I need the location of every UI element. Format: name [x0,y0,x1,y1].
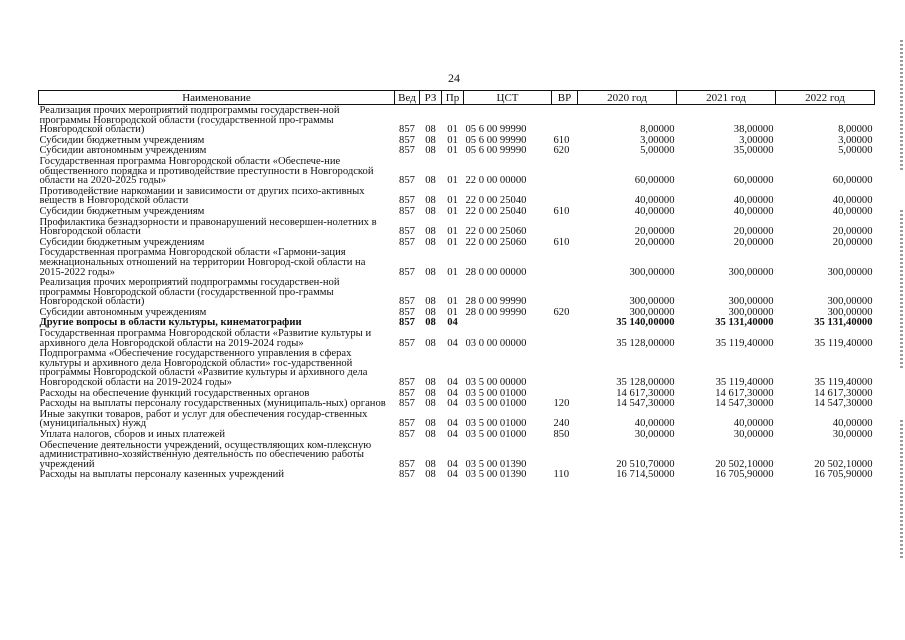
cell-2020: 300,00000 [629,306,675,318]
table-row [39,217,875,237]
cell-pr: 01 [447,134,458,146]
cell-ved: 857 [399,337,415,349]
cell-2021: 35,00000 [733,145,774,157]
table-row [39,156,875,186]
cell-vr: 110 [553,469,569,481]
cell-2021: 16 705,90000 [715,469,774,481]
header-ved: Вед [395,91,420,105]
cell-pr: 01 [447,124,458,136]
cell-rz: 08 [425,226,436,238]
cell-pr: 01 [447,175,458,187]
cell-pr: 01 [447,236,458,248]
cell-vr [552,328,578,348]
header-cst: ЦСТ [464,91,552,105]
cell-ved: 857 [399,124,415,136]
cell-name: Иные закупки товаров, работ и услуг для обеспечения государ-ственных (муниципальных) нужд [39,408,368,430]
cell-rz: 08 [425,337,436,349]
cell-ved: 857 [399,195,415,207]
cell-ved: 857 [399,145,415,157]
cell-2021: 300,00000 [728,266,774,278]
cell-ved: 857 [399,226,415,238]
cell-ved: 857 [399,296,415,308]
cell-vr [552,186,578,206]
cell-pr: 04 [447,377,458,389]
cell-ved: 857 [399,205,415,217]
cell-vr [552,317,578,328]
cell-name: Подпрограмма «Обеспечение государственного управления в сферах культуры и архивного дела Новгородской области» гос-ударственной программы Новгородской области «Развитие культуры и архивного дела Новгородской области на 2019-2024 годы» [39,348,368,389]
cell-2022: 20,00000 [832,236,873,248]
cell-2021: 40,00000 [733,418,774,430]
cell-vr: 120 [553,398,570,410]
cell-2022: 16 705,90000 [814,469,873,481]
cell-vr [552,388,578,399]
cell-vr: 850 [553,429,570,440]
cell-pr: 04 [447,387,458,399]
cell-2021: 20 502,10000 [715,458,774,470]
cell-vr: 610 [553,236,570,248]
cell-name: Противодействие наркомании и зависимости от других психо-активных веществ в Новгородской области [39,185,365,207]
cell-rz: 08 [425,458,436,470]
header-name: Наименование [39,91,395,105]
cell-pr: 04 [447,429,458,440]
table-row [39,307,875,318]
cell-2020: 5,00000 [640,145,675,157]
cell-rz: 08 [425,134,436,146]
cell-name: Государственная программа Новгородской области «Гармони-зация межнациональных отношений на территории Новгород-ской области на 2015-2022 годы» [39,247,366,278]
cell-ved: 857 [399,377,415,389]
header-rz: РЗ [420,91,442,105]
cell-ved: 857 [399,175,415,187]
cell-rz: 08 [425,377,436,389]
cell-rz: 08 [425,469,436,481]
cell-2020: 300,00000 [629,296,675,308]
cell-2022: 35 131,40000 [814,317,873,329]
table-row [39,105,875,135]
cell-cst: 03 5 00 01390 [465,458,527,470]
cell-2022: 3,00000 [838,134,873,146]
cell-2020: 14 617,30000 [616,387,675,399]
cell-name: Реализация прочих мероприятий подпрограммы государствен-ной программы Новгородской области (государственной про-граммы Новгородской области) [39,105,340,136]
cell-pr: 04 [447,469,458,481]
cell-ved: 857 [399,469,415,481]
cell-2020: 40,00000 [634,195,675,207]
cell-pr: 01 [447,145,458,157]
cell-2022: 20,00000 [832,226,873,238]
cell-name: Уплата налогов, сборов и иных платежей [39,429,226,440]
cell-vr [552,247,578,277]
cell-vr [552,277,578,307]
cell-cst: 22 0 00 00000 [465,175,527,187]
cell-rz: 08 [425,124,436,136]
cell-rz: 08 [425,306,436,318]
cell-ved: 857 [399,458,415,470]
cell-2022: 14 547,30000 [814,398,873,410]
cell-name: Расходы на обеспечение функций государственных органов [39,387,310,399]
cell-2020: 300,00000 [629,266,675,278]
cell-ved: 857 [399,429,415,440]
cell-name: Субсидии бюджетным учреждениям [39,205,205,217]
cell-2021: 35 119,40000 [715,337,774,349]
cell-2022: 8,00000 [838,124,873,136]
header-row [39,91,875,105]
cell-2021: 40,00000 [733,205,774,217]
scan-edge-mark [900,40,903,170]
cell-cst: 03 5 00 01000 [465,429,527,440]
cell-2021: 20,00000 [733,236,774,248]
cell-2021: 40,00000 [733,195,774,207]
cell-cst: 05 6 00 99990 [465,124,527,136]
cell-name: Субсидии бюджетным учреждениям [39,134,205,146]
cell-2022: 40,00000 [832,205,873,217]
cell-ved: 857 [399,236,415,248]
cell-vr: 610 [553,205,570,217]
cell-pr: 04 [447,337,458,349]
cell-2021: 38,00000 [733,124,774,136]
cell-cst: 22 0 00 25060 [465,226,527,238]
table-row [39,247,875,277]
cell-pr: 01 [447,226,458,238]
cell-cst: 03 5 00 01000 [465,398,527,410]
cell-pr: 04 [447,317,458,329]
table-row [39,469,875,480]
cell-2022: 5,00000 [838,145,873,157]
cell-name: Расходы на выплаты персоналу казенных учреждений [39,469,284,481]
table-row [39,237,875,248]
cell-vr [552,156,578,186]
cell-2022: 20 502,10000 [814,458,873,470]
cell-ved: 857 [399,266,415,278]
cell-pr: 04 [447,458,458,470]
header-vr: ВР [552,91,578,105]
table-row [39,277,875,307]
table-row [39,317,875,328]
cell-rz: 08 [425,205,436,217]
cell-rz: 08 [425,296,436,308]
cell-2021: 300,00000 [728,296,774,308]
cell-2020: 40,00000 [634,418,675,430]
cell-rz: 08 [425,145,436,157]
cell-pr: 01 [447,306,458,318]
cell-2021: 35 131,40000 [715,317,774,329]
cell-cst: 03 5 00 00000 [465,377,527,389]
cell-pr: 01 [447,195,458,207]
cell-pr: 04 [447,398,458,410]
cell-name: Государственная программа Новгородской области «Развитие культуры и архивного дела Новгородской области на 2019-2024 годы» [39,328,372,349]
cell-name: Субсидии автономным учреждениям [39,145,207,157]
cell-2020: 20,00000 [634,236,675,248]
table-row [39,186,875,206]
cell-2020: 14 547,30000 [616,398,675,410]
cell-vr: 620 [553,306,570,318]
cell-rz: 08 [425,429,436,440]
cell-rz: 08 [425,387,436,399]
cell-vr: 620 [553,145,570,157]
cell-pr: 04 [447,418,458,430]
cell-2020: 20 510,70000 [616,458,675,470]
cell-rz: 08 [425,418,436,430]
cell-cst: 28 0 00 99990 [465,306,527,318]
table-body [39,105,875,480]
cell-cst: 22 0 00 25060 [465,236,527,248]
cell-2022: 40,00000 [832,418,873,430]
cell-name: Обеспечение деятельности учреждений, осуществляющих ком-плексную административно-хозяйственную деятельность по обеспечению работы учреждений [39,439,372,470]
cell-ved: 857 [399,134,415,146]
cell-cst: 22 0 00 25040 [465,195,527,207]
cell-cst: 03 5 00 01390 [465,469,527,481]
cell-2021: 35 119,40000 [715,377,774,389]
cell-cst: 28 0 00 99990 [465,296,527,308]
table-row [39,206,875,217]
table-row [39,135,875,146]
cell-vr: 610 [553,134,570,146]
cell-2021: 30,00000 [733,429,774,440]
table-row [39,145,875,156]
table-row [39,440,875,470]
header-pr: Пр [442,91,464,105]
cell-pr: 01 [447,296,458,308]
cell-pr: 01 [447,266,458,278]
cell-rz: 08 [425,266,436,278]
header-2020: 2020 год [578,91,677,105]
cell-2021: 14 617,30000 [715,387,774,399]
cell-ved: 857 [399,418,415,430]
table-row [39,328,875,348]
table-row [39,348,875,387]
cell-vr: 240 [553,418,570,430]
cell-2022: 60,00000 [832,175,873,187]
table-row [39,429,875,440]
cell-2022: 30,00000 [832,429,873,440]
table-row [39,388,875,399]
cell-ved: 857 [399,398,415,410]
budget-table [38,90,875,480]
cell-ved: 857 [399,387,415,399]
cell-ved: 857 [399,317,415,329]
header-2022: 2022 год [776,91,875,105]
cell-2020: 30,00000 [634,429,675,440]
cell-2021: 300,00000 [728,306,774,318]
cell-2020: 20,00000 [634,226,675,238]
cell-rz: 08 [425,398,436,410]
cell-cst: 05 6 00 99990 [465,134,527,146]
cell-cst: 05 6 00 99990 [465,145,527,157]
cell-cst: 03 5 00 01000 [465,387,527,399]
cell-rz: 08 [425,195,436,207]
cell-rz: 08 [425,236,436,248]
cell-2021: 60,00000 [733,175,774,187]
scan-edge-mark [900,210,903,370]
cell-vr [552,217,578,237]
cell-pr: 01 [447,205,458,217]
cell-name: Субсидии бюджетным учреждениям [39,236,205,248]
page-number: 24 [448,71,460,85]
cell-ved: 857 [399,306,415,318]
cell-2020: 60,00000 [634,175,675,187]
cell-name: Субсидии автономным учреждениям [39,306,207,318]
cell-cst [464,317,552,328]
table-row [39,409,875,429]
cell-2021: 3,00000 [739,134,774,146]
cell-name: Профилактика безнадзорности и правонарушений несовершен-нолетних в Новгородской области [39,216,377,238]
cell-2022: 35 119,40000 [814,377,873,389]
cell-vr [552,440,578,470]
cell-2020: 16 714,50000 [616,469,675,481]
cell-2020: 35 140,00000 [616,317,675,329]
cell-2021: 14 547,30000 [715,398,774,410]
cell-rz: 08 [425,317,436,329]
cell-2020: 3,00000 [640,134,675,146]
cell-2020: 40,00000 [634,205,675,217]
cell-2022: 300,00000 [827,306,873,318]
cell-vr [552,105,578,135]
cell-2020: 8,00000 [640,124,675,136]
cell-name: Государственная программа Новгородской области «Обеспече-ние общественного порядка и противодействие преступности в Новгородской области на 2020-2025 годы» [39,155,374,187]
cell-2022: 40,00000 [832,195,873,207]
scan-edge-mark [900,420,903,560]
cell-name: Другие вопросы в области культуры, кинематографии [39,317,302,329]
cell-2021: 20,00000 [733,226,774,238]
cell-2020: 35 128,00000 [616,377,675,389]
cell-cst: 22 0 00 25040 [465,205,527,217]
cell-rz: 08 [425,175,436,187]
cell-2020: 35 128,00000 [616,337,675,349]
cell-2022: 14 617,30000 [814,387,873,399]
header-2021: 2021 год [677,91,776,105]
cell-2022: 300,00000 [827,296,873,308]
cell-cst: 28 0 00 00000 [465,266,527,278]
cell-name: Расходы на выплаты персоналу государственных (муниципаль-ных) органов [39,398,386,410]
cell-cst: 03 0 00 00000 [465,337,527,349]
cell-name: Реализация прочих мероприятий подпрограммы государствен-ной программы Новгородской области (государственной про-граммы Новгородской области) [39,277,340,308]
cell-2022: 300,00000 [827,266,873,278]
cell-cst: 03 5 00 01000 [465,418,527,430]
table-row [39,398,875,409]
cell-2022: 35 119,40000 [814,337,873,349]
cell-vr [552,348,578,387]
